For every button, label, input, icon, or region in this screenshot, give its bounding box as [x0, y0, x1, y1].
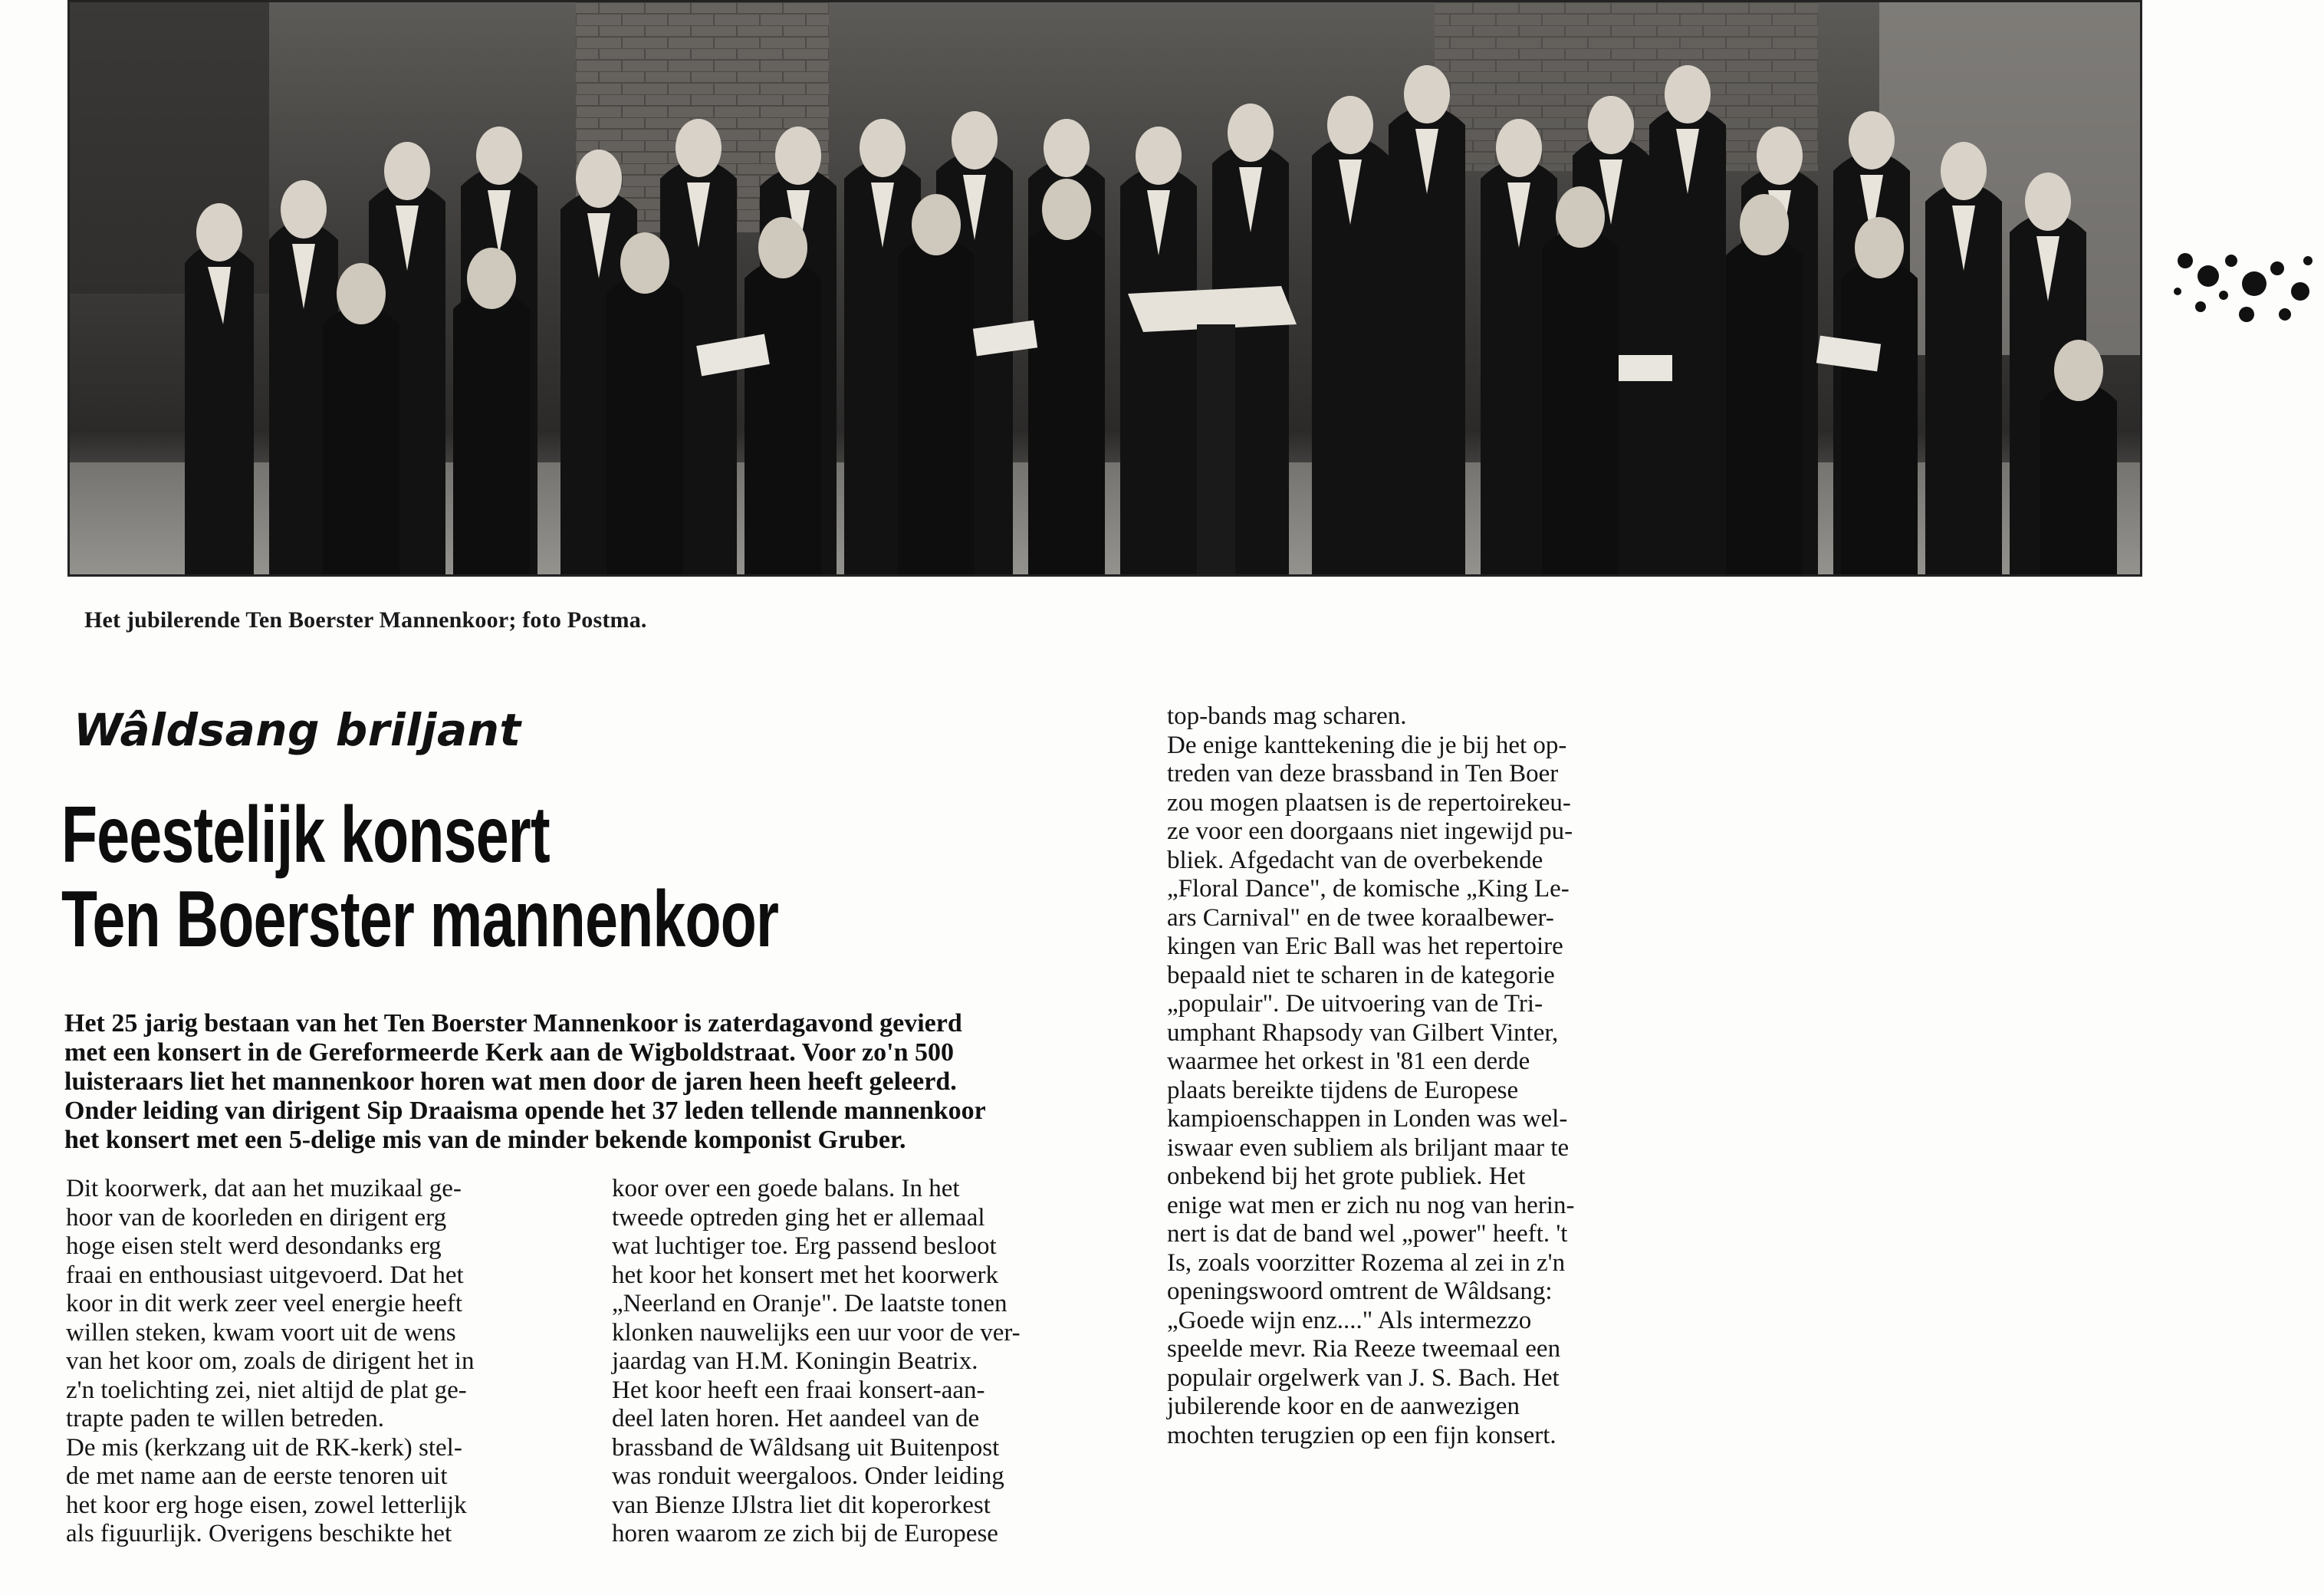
column-line: de met name aan de eerste tenoren uit — [66, 1462, 448, 1490]
article-column-3 — [1167, 702, 1688, 1450]
column-line: plaats bereikte tijdens de Europese — [1167, 1076, 1519, 1104]
lead-line: Het 25 jarig bestaan van het Ten Boerster Mannenkoor is zaterdagavond gevierd — [64, 1009, 962, 1038]
article-headline — [61, 793, 856, 962]
column-line: top-bands mag scharen. — [1167, 702, 1407, 730]
lead-line: Onder leiding van dirigent Sip Draaisma opende het 37 leden tellende mannenkoor — [64, 1097, 986, 1125]
column-line: wat luchtiger toe. Erg passend besloot — [612, 1232, 997, 1260]
photo-caption: Het jubilerende Ten Boerster Mannenkoor; foto Postma. — [84, 607, 647, 633]
column-line: „Goede wijn enz...." Als intermezzo — [1167, 1306, 1532, 1334]
column-line: het koor het konsert met het koorwerk — [612, 1261, 999, 1289]
column-line: kampioenschappen in Londen was wel- — [1167, 1105, 1568, 1133]
column-line: Is, zoals voorzitter Rozema al zei in z'n — [1167, 1248, 1566, 1277]
column-line: fraai en enthousiast uitgevoerd. Dat het — [66, 1261, 464, 1289]
column-line: kingen van Eric Ball was het repertoire — [1167, 932, 1563, 960]
column-line: tweede optreden ging het er allemaal — [612, 1203, 985, 1232]
column-line: z'n toelichting zei, niet altijd de plat ge- — [66, 1376, 467, 1404]
column-line: klonken nauwelijks een uur voor de ver- — [612, 1318, 1021, 1347]
lead-line: met een konsert in de Gereformeerde Kerk aan de Wigboldstraat. Voor zo'n 500 — [64, 1038, 954, 1067]
column-line: hoor van de koorleden en dirigent erg — [66, 1203, 447, 1232]
column-line: koor over een goede balans. In het — [612, 1175, 960, 1202]
ink-smudge — [2155, 230, 2324, 353]
column-line: hoge eisen stelt werd desondanks erg — [66, 1232, 442, 1260]
column-line: Dit koorwerk, dat aan het muzikaal ge- — [66, 1175, 462, 1202]
column-line: enige wat men er zich nu nog van herin- — [1167, 1191, 1575, 1219]
lead-line: luisteraars liet het mannenkoor horen wat men door de jaren heen heeft geleerd. — [64, 1067, 957, 1096]
column-line: treden van deze brassband in Ten Boer — [1167, 760, 1559, 788]
column-line: jaardag van H.M. Koningin Beatrix. — [612, 1347, 978, 1375]
column-line: umphant Rhapsody van Gilbert Vinter, — [1167, 1018, 1559, 1047]
column-line: bepaald niet te scharen in de kategorie — [1167, 961, 1555, 989]
column-line: De mis (kerkzang uit de RK-kerk) stel- — [66, 1433, 462, 1462]
article-column-1 — [66, 1175, 572, 1549]
column-line: mochten terugzien op een fijn konsert. — [1167, 1421, 1556, 1449]
column-line: het koor erg hoge eisen, zowel letterlijk — [66, 1491, 467, 1519]
column-line: was ronduit weergaloos. Onder leiding — [612, 1462, 1004, 1490]
column-line: „populair". De uitvoering van de Tri- — [1167, 990, 1543, 1018]
article-kicker: Wâldsang briljant — [74, 704, 521, 756]
column-line: van het koor om, zoals de dirigent het in — [66, 1347, 475, 1375]
article-column-2 — [612, 1175, 1118, 1549]
column-line: „Neerland en Oranje". De laatste tonen — [612, 1290, 1008, 1317]
headline-line: Feestelijk konsert — [61, 791, 550, 880]
column-line: als figuurlijk. Overigens beschikte het — [66, 1520, 452, 1547]
column-line: trapte paden te willen betreden. — [66, 1405, 385, 1432]
column-line: openingswoord omtrent de Wâldsang: — [1167, 1278, 1553, 1305]
column-line: populair orgelwerk van J. S. Bach. Het — [1167, 1363, 1560, 1392]
column-line: ze voor een doorgaans niet ingewijd pu- — [1167, 817, 1573, 845]
column-line: nert is dat de band wel „power" heeft. 't — [1167, 1220, 1568, 1248]
headline-line: Ten Boerster mannenkoor — [61, 875, 779, 964]
column-line: ars Carnival" en de twee koraalbewer- — [1167, 903, 1554, 932]
column-line: jubilerende koor en de aanwezigen — [1167, 1393, 1520, 1420]
choir-photo — [67, 0, 2142, 577]
column-line: speelde mevr. Ria Reeze tweemaal een — [1167, 1335, 1561, 1363]
column-line: zou mogen plaatsen is de repertoirekeu- — [1167, 788, 1571, 817]
column-line: willen steken, kwam voort uit de wens — [66, 1318, 456, 1347]
column-line: Het koor heeft een fraai konsert-aan- — [612, 1376, 985, 1404]
column-line: horen waarom ze zich bij de Europese — [612, 1520, 998, 1547]
choir-photo-illustration — [70, 2, 2140, 574]
column-line: „Floral Dance", de komische „King Le- — [1167, 875, 1570, 903]
column-line: De enige kanttekening die je bij het op- — [1167, 731, 1567, 759]
column-line: onbekend bij het grote publiek. Het — [1167, 1163, 1526, 1190]
column-line: brassband de Wâldsang uit Buitenpost — [612, 1433, 1000, 1462]
column-line: deel laten horen. Het aandeel van de — [612, 1405, 980, 1432]
column-line: iswaar even subliem als briljant maar te — [1167, 1133, 1570, 1162]
column-line: van Bienze IJlstra liet dit koperorkest — [612, 1491, 991, 1519]
lead-line: het konsert met een 5-delige mis van de minder bekende komponist Gruber. — [64, 1126, 906, 1154]
column-line: bliek. Afgedacht van de overbekende — [1167, 846, 1543, 874]
column-line: waarmee het orkest in '81 een derde — [1167, 1047, 1530, 1075]
column-line: koor in dit werk zeer veel energie heeft — [66, 1290, 463, 1317]
article-lead — [64, 1009, 1130, 1155]
